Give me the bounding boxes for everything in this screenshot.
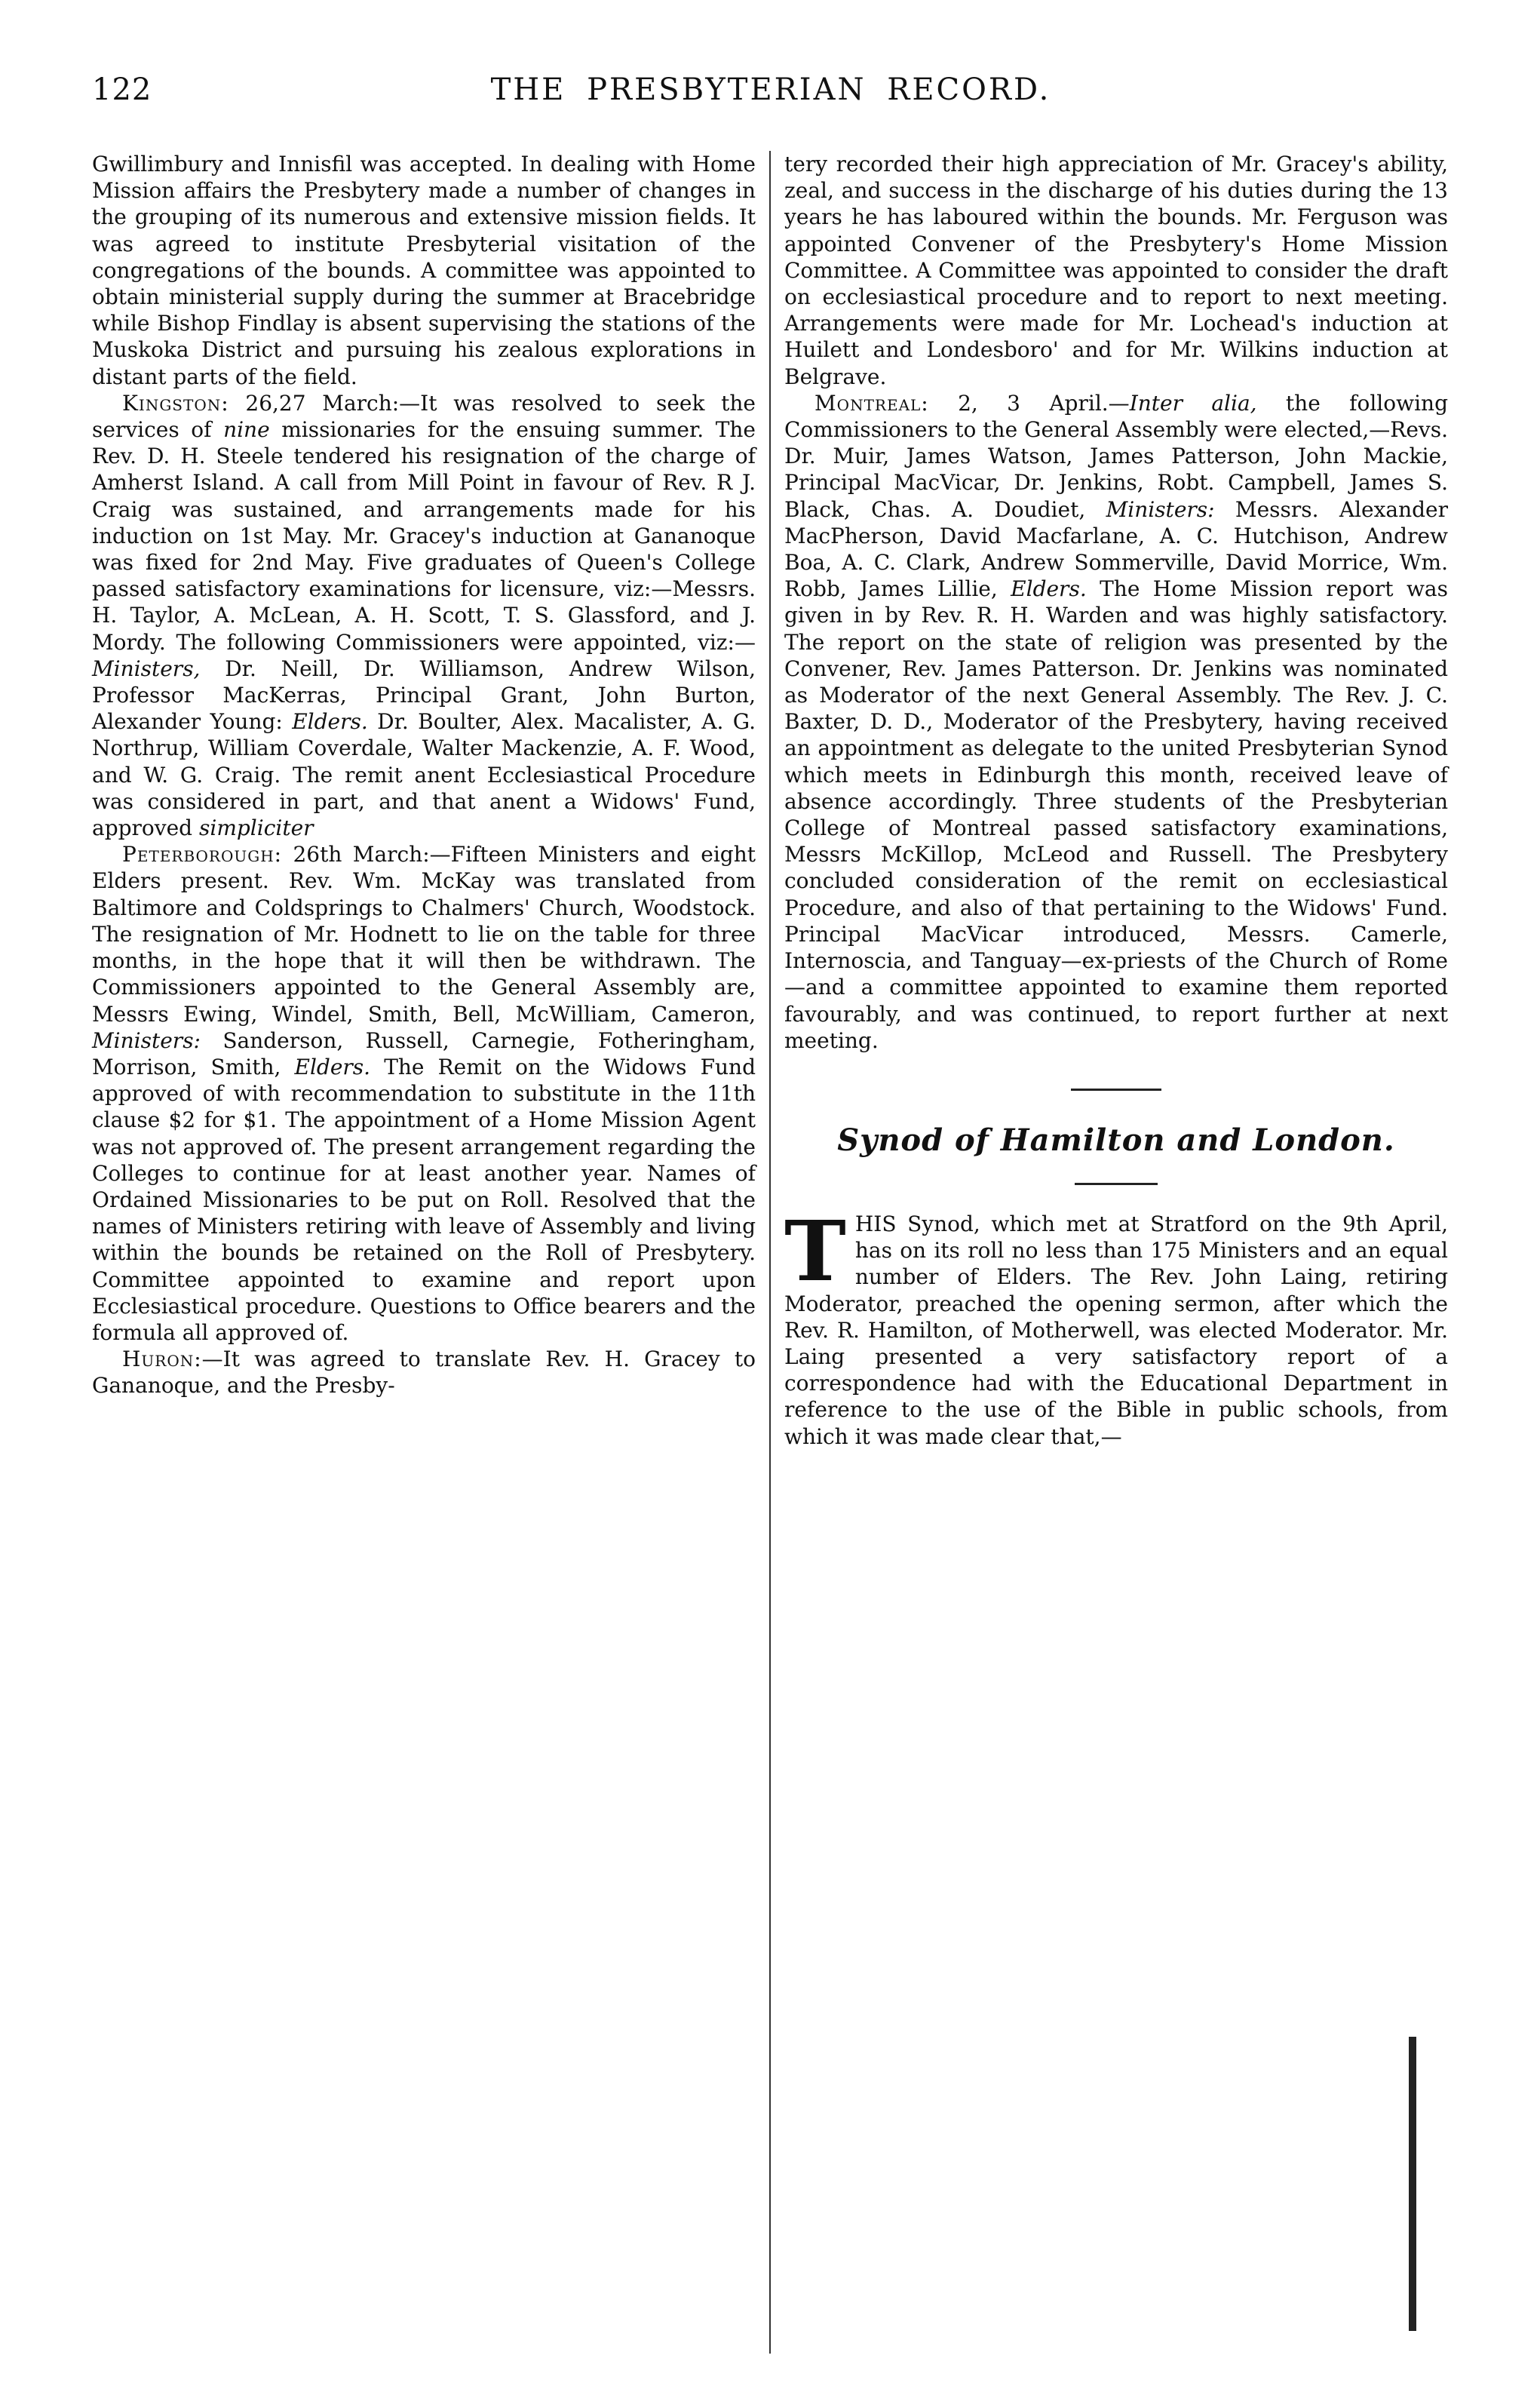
paragraph-huron-continued: tery recorded their high appreciation of Mr. Gracey's ability, zeal, and success in the discharge of his duties during the 13 years he has laboured within the bounds. Mr. Ferguson was appointed Convener of the Presbytery's Home Mission Committee. A Committee was appointed to consider the draft on ecclesiastical procedure and to report to next meeting. Arrangements were made for Mr. Lochead's induction at Huilett and Londesboro' and for Mr. Wilkins induction at Belgrave.: [784, 152, 1448, 389]
paragraph-synod: [784, 1202, 1448, 1450]
kingston-text-c: Dr. Neill, Dr. Williamson, Andrew Wilson, Professor MacKerras, Principal Grant, John Burton, Alexander Young:: [92, 656, 756, 735]
kingston-text-b: missionaries for the ensuing summer. The Rev. D. H. Steele tendered his resignation of the charge of Amherst Island. A call from Mill Point in favour of Rev. R J. Craig was sustained, and arrangements made for his induction on 1st May. Mr. Gracey's induction at Gananoque was fixed for 2nd May. Five graduates of Queen's College passed satisfactory examinations for licensure, viz:—Messrs. H. Taylor, A. McLean, A. H. Scott, T. S. Glassford, and J. Mordy. The following Commissioners were appointed, viz:—: [92, 417, 756, 655]
right-column: [784, 151, 1448, 1450]
kingston-text-d: Dr. Boulter, Alex. Macalister, A. G. Northrup, William Coverdale, Walter Mackenzie, A. F. Wood, and W. G. Craig. The remit anent Ecclesiastical Procedure was considered in part, and that anent a Widows' Fund, approved: [92, 709, 756, 841]
two-column-body: [92, 151, 1450, 2354]
page-header: [92, 72, 1450, 118]
presbytery-name-montreal: Montreal:: [814, 390, 929, 416]
presbytery-name-peterborough: Peterborough:: [122, 842, 283, 868]
synod-heading: Synod of Hamilton and London.: [837, 1122, 1395, 1158]
peterborough-italic-elders: Elders.: [294, 1054, 371, 1079]
kingston-italic-elders: Elders.: [292, 709, 368, 735]
left-column: [92, 151, 756, 1399]
paragraph-kingston: [92, 390, 756, 841]
peterborough-text-b: Sanderson, Russell, Carnegie, Fotheringham, Morrison, Smith,: [92, 1027, 756, 1079]
peterborough-text-c: The Remit on the Widows Fund approved of with recommendation to substitute in the 11th clause $2 for $1. The appointment of a Home Mission Agent was not approved of. The present arrangement regarding the Colleges to continue for at least another year. Names of Ordained Missionaries to be put on Roll. Resolved that the names of Ministers retiring with leave of Assembly and living within the bounds be retained on the Roll of Presbytery. Committee appointed to examine and report upon Ecclesiastical procedure. Questions to Office bearers and the formula all approved of.: [92, 1054, 756, 1345]
page-number: 122: [92, 72, 152, 107]
montreal-text-d: The Home Mission report was given in by Rev. R. H. Warden and was highly satisfactory. The report on the state of religion was presented by the Convener, Rev. James Patterson. Dr. Jenkins was nominated as Moderator of the next General Assembly. The Rev. J. C. Baxter, D. D., Moderator of the Presbytery, having received an appointment as delegate to the united Presbyterian Synod which meets in Edinburgh this month, received leave of absence accordingly. Three students of the Presbyterian College of Montreal passed satisfactory examinations, Messrs McKillop, McLeod and Russell. The Presbytery concluded consideration of the remit on ecclesiastical Procedure, and also of that pertaining to the Widows' Fund. Principal MacVicar introduced, Messrs. Camerle, Internoscia, and Tanguay—ex-priests of the Church of Rome—and a committee appointed to examine them reported favourably, and was continued, to report further at next meeting.: [784, 576, 1448, 1053]
section-rule: [1071, 1089, 1161, 1091]
paragraph-gwillimbury: Gwillimbury and Innisfil was accepted. In dealing with Home Mission affairs the Presbytery made a number of changes in the grouping of its numerous and extensive mission fields. It was agreed to institute Presbyterial visitation of the congregations of the bounds. A committee was appointed to obtain ministerial supply during the summer at Bracebridge while Bishop Findlay is absent supervising the stations of the Muskoka District and pursuing his zealous explorations in distant parts of the field.: [92, 152, 756, 389]
paragraph-huron: [92, 1346, 756, 1399]
presbytery-name-huron: Huron:: [122, 1347, 202, 1372]
montreal-text-a: 2, 3 April.—: [928, 390, 1130, 416]
montreal-italic-ministers: Ministers:: [1106, 496, 1215, 522]
kingston-italic-simpliciter: simpliciter: [199, 815, 314, 841]
presbytery-name-kingston: Kingston:: [122, 390, 229, 416]
montreal-italic-inter-alia: Inter alia,: [1129, 390, 1257, 416]
montreal-text-c: Messrs. Alexander MacPherson, David Macfarlane, A. C. Hutchison, Andrew Boa, A. C. Clark, Andrew Sommerville, David Morrice, Wm. Robb, James Lillie,: [784, 496, 1449, 602]
paragraph-peterborough: [92, 841, 756, 1346]
heading-rule: [1075, 1183, 1158, 1185]
column-divider: [769, 151, 771, 2354]
montreal-text-b: the following Commissioners to the General Assembly were elected,—Revs. Dr. Muir, James Watson, James Patterson, John Mackie, Principal MacVicar, Dr. Jenkins, Robt. Campbell, James S. Black, Chas. A. Doudiet,: [784, 390, 1448, 522]
huron-text-a: —It was agreed to translate Rev. H. Gracey to Gananoque, and the Presby-: [92, 1347, 756, 1399]
kingston-text-a: 26,27 March:—It was resolved to seek the services of: [92, 390, 756, 443]
drop-cap: T: [784, 1202, 846, 1300]
paragraph-montreal: [784, 390, 1448, 1054]
peterborough-text-a: 26th March:—Fifteen Ministers and eight Elders present. Rev. Wm. McKay was translated from Baltimore and Coldsprings to Chalmers' Church, Woodstock. The resignation of Mr. Hodnett to lie on the table for three months, in the hope that it will then be withdrawn. The Commissioners appointed to the General Assembly are, Messrs Ewing, Windel, Smith, Bell, McWilliam, Cameron,: [92, 842, 756, 1027]
kingston-italic-nine: nine: [223, 417, 270, 443]
montreal-italic-elders: Elders.: [1011, 576, 1087, 602]
running-title: THE PRESBYTERIAN RECORD.: [490, 72, 1051, 107]
synod-text: HIS Synod, which met at Stratford on the 9th April, has on its roll no less than 175 Ministers and an equal number of Elders. The Rev. John Laing, retiring Moderator, preached the opening sermon, after which the Rev. R. Hamilton, of Motherwell, was elected Moderator. Mr. Laing presented a very satisfactory report of a correspondence had with the Educational Department in reference to the use of the Bible in public schools, from which it was made clear that,—: [784, 1211, 1448, 1449]
kingston-italic-ministers: Ministers,: [92, 656, 201, 681]
page-edge-mark: [1409, 2037, 1416, 2331]
peterborough-italic-ministers: Ministers:: [92, 1027, 201, 1053]
